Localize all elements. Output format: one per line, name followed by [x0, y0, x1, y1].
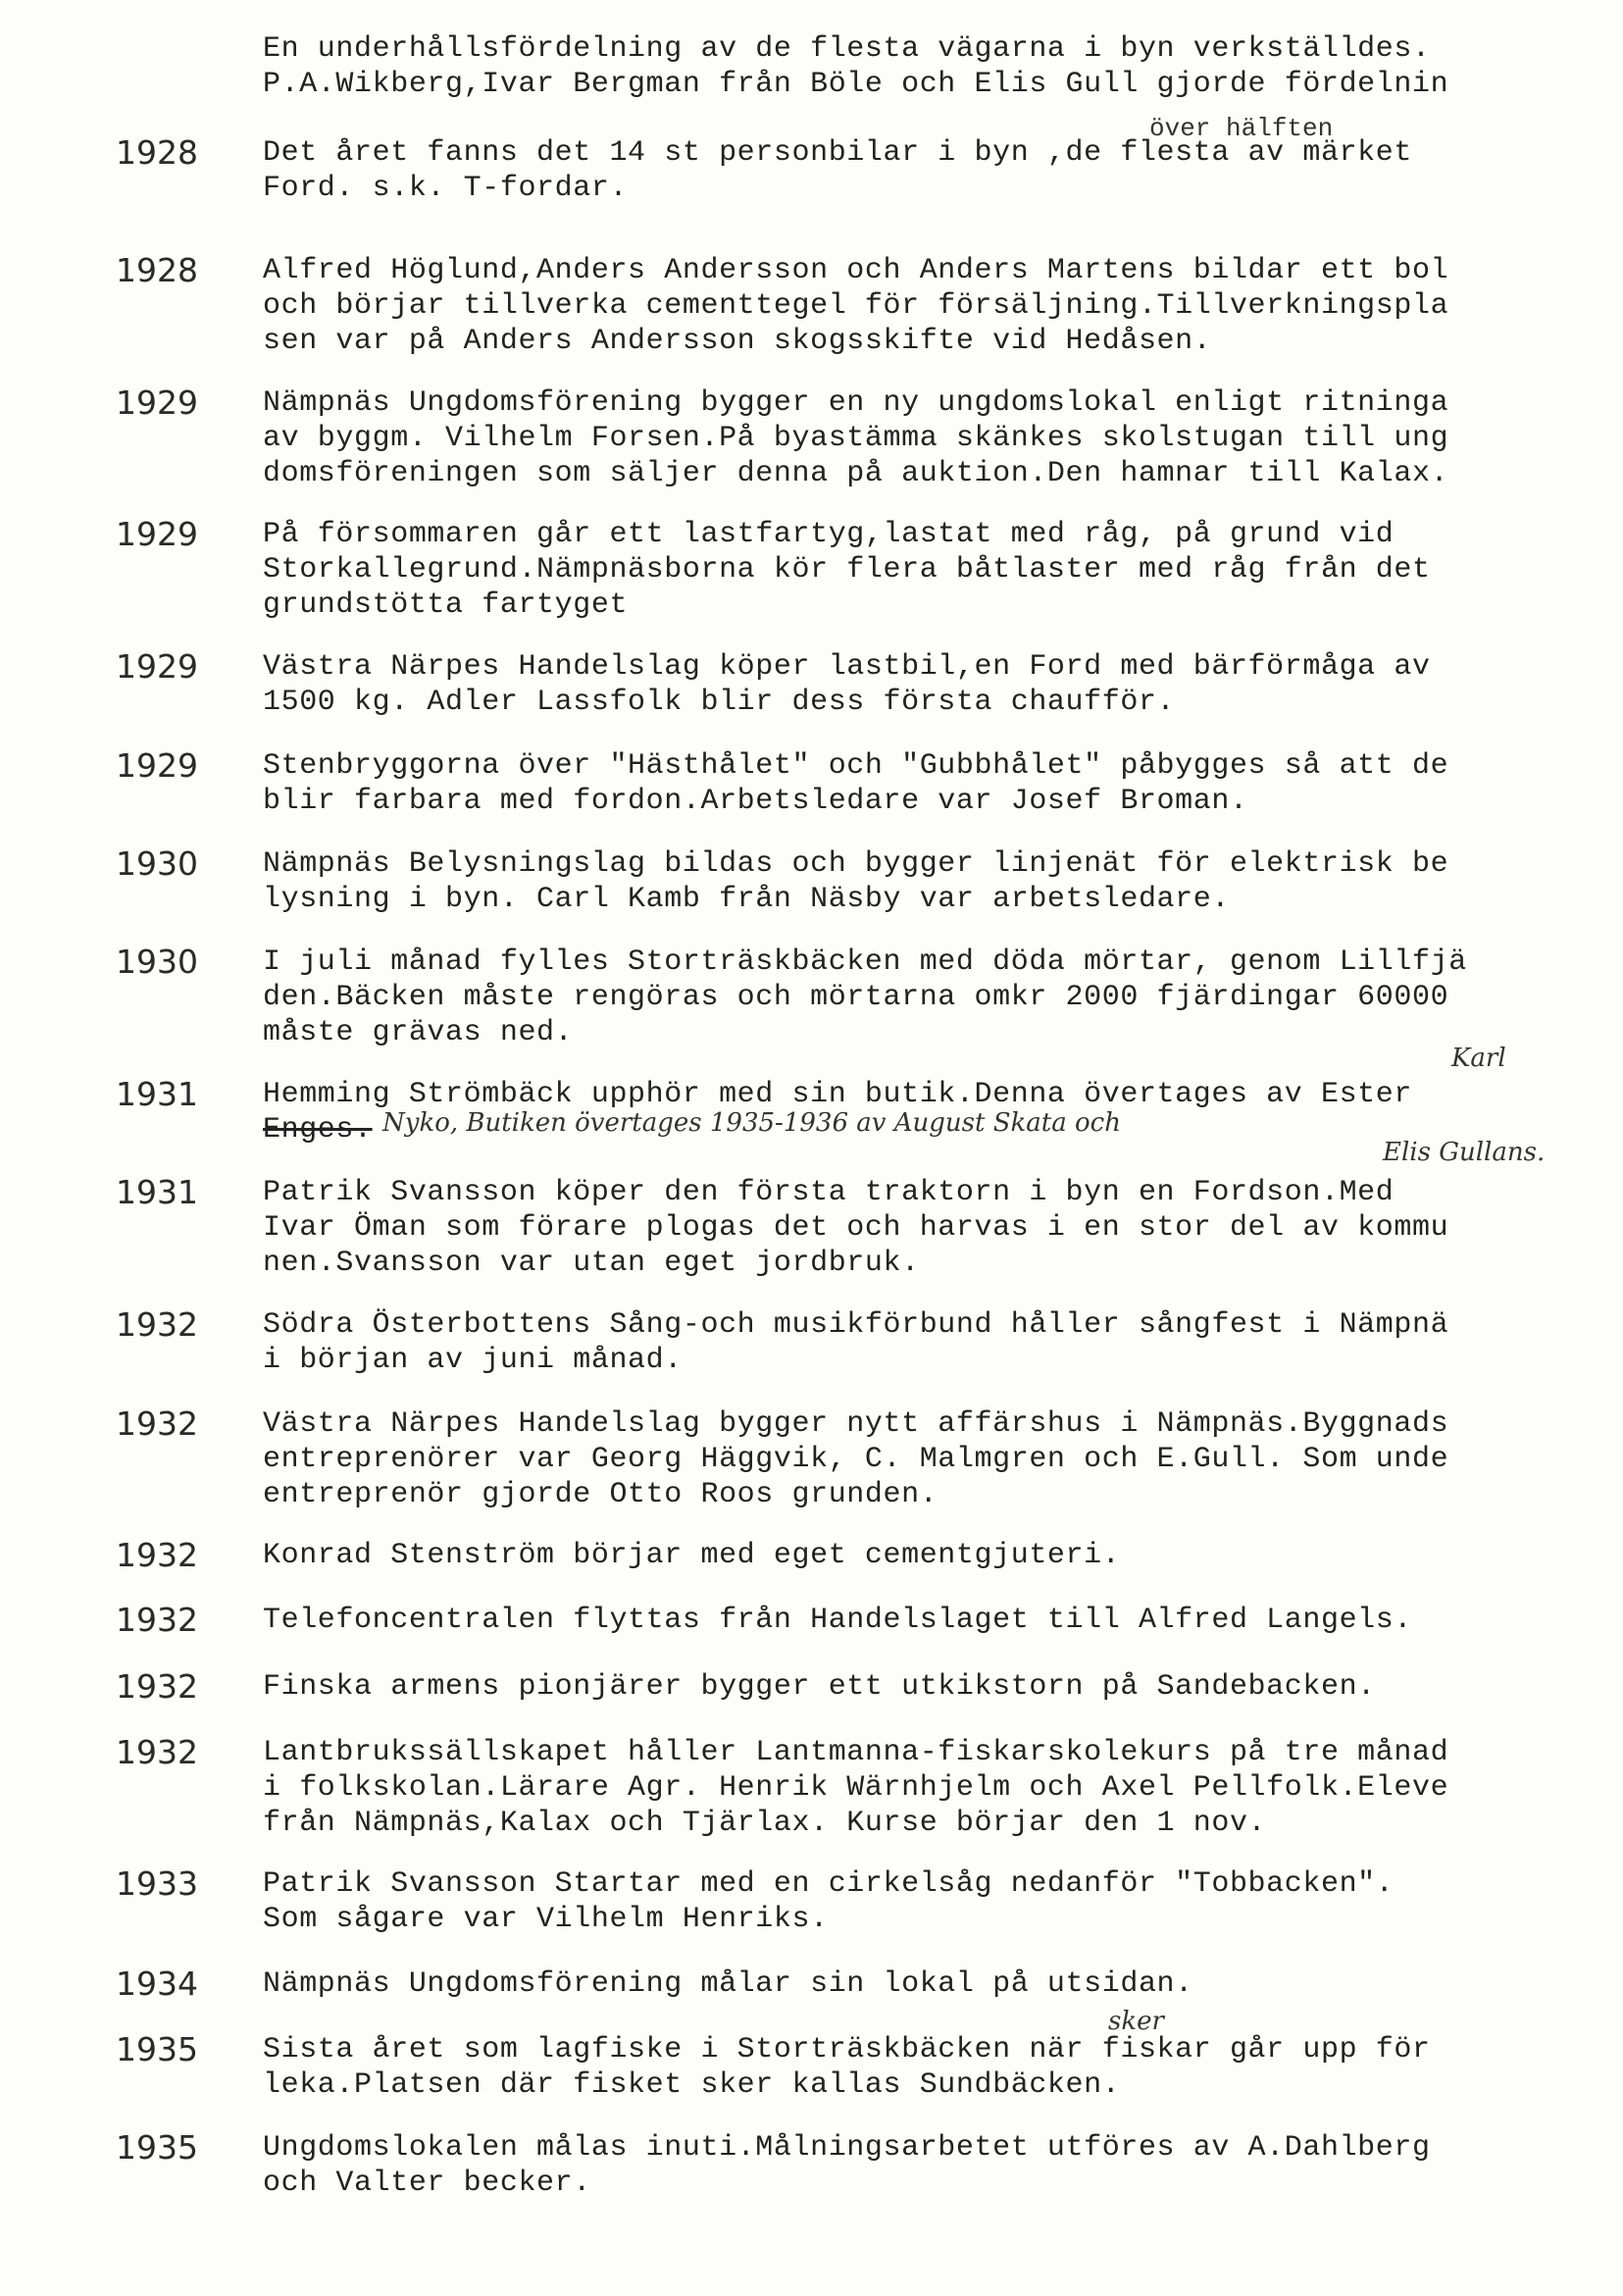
- entry-text: [263, 1735, 1616, 1841]
- entry-line: lysning i byn. Carl Kamb från Näsby var arbetsledare.: [263, 883, 1230, 916]
- entry-line: Som sågare var Vilhelm Henriks.: [263, 1903, 829, 1936]
- entry-line: entreprenörer var Georg Häggvik, C. Malmgren och E.Gull. Som unde: [263, 1443, 1449, 1476]
- entry-line: Storkallegrund.Nämpnäsborna kör flera båtlaster med råg från det: [263, 553, 1431, 587]
- entry-line: och börjar tillverka cementtegel för försäljning.Tillverkningspla: [263, 289, 1449, 323]
- entry-text: [263, 2032, 1616, 2103]
- handwritten-note: Karl: [1451, 1044, 1506, 1073]
- intro-paragraph: [263, 31, 1448, 102]
- entry-text: [263, 944, 1616, 1050]
- entry-line: Nämpnäs Belysningslag bildas och bygger linjenät för elektrisk be: [263, 847, 1449, 881]
- entry-year: 1932: [116, 1305, 198, 1344]
- handwritten-note: sker: [1108, 2007, 1164, 2036]
- entry-line: från Nämpnäs,Kalax och Tjärlax. Kurse börjar den 1 nov.: [263, 1807, 1267, 1840]
- entry-year: 1931: [116, 1075, 198, 1113]
- intro-line: P.A.Wikberg,Ivar Bergman från Böle och Elis Gull gjorde fördelnin: [263, 68, 1449, 101]
- entry-line: blir farbara med fordon.Arbetsledare var Josef Broman.: [263, 785, 1248, 818]
- entry-line: Nämpnäs Ungdomsförening målar sin lokal på utsidan.: [263, 1967, 1193, 2001]
- handwritten-note: Nyko, Butiken övertages 1935-1936 av August Skata och: [382, 1108, 1121, 1138]
- entry-year: 1929: [116, 515, 198, 553]
- entry-line: sen var på Anders Andersson skogsskifte vid Hedåsen.: [263, 325, 1212, 358]
- entry-year: 1929: [116, 647, 198, 686]
- entry-line: Det året fanns det 14 st personbilar i byn ,de flesta av märket: [263, 136, 1412, 170]
- entry-text: [263, 1406, 1616, 1512]
- entry-year: 1932: [116, 1601, 198, 1639]
- intro-line: En underhållsfördelning av de flesta vägarna i byn verkställdes.: [263, 32, 1431, 66]
- entry-year: 1933: [116, 1864, 198, 1903]
- entry-line: 1500 kg. Adler Lassfolk blir dess första chaufför.: [263, 686, 1176, 719]
- entry-text: [263, 1307, 1616, 1378]
- entry-text: [263, 748, 1616, 819]
- entry-text: [263, 253, 1616, 359]
- entry-line: i början av juni månad.: [263, 1344, 683, 1377]
- entry-line: grundstötta fartyget: [263, 588, 629, 622]
- entry-line: Stenbryggorna över "Hästhålet" och "Gubbhålet" påbygges så att de: [263, 749, 1449, 783]
- entry-text: [263, 517, 1616, 623]
- entry-text: [263, 1866, 1616, 1937]
- entry-line: nen.Svansson var utan eget jordbruk.: [263, 1247, 920, 1280]
- entry-year: 1932: [116, 1404, 198, 1443]
- entry-line: I juli månad fylles Storträskbäcken med döda mörtar, genom Lillfjä: [263, 945, 1467, 979]
- entry-line: Västra Närpes Handelslag bygger nytt affärshus i Nämpnäs.Byggnads: [263, 1407, 1449, 1441]
- entry-line: Hemming Strömbäck upphör med sin butik.Denna övertages av Ester: [263, 1078, 1412, 1111]
- entry-text: [263, 846, 1616, 917]
- entry-line: Västra Närpes Handelslag köper lastbil,en Ford med bärförmåga av: [263, 650, 1431, 684]
- entry-year: 1929: [116, 746, 198, 785]
- entry-year: 1930: [116, 943, 198, 981]
- entry-text: [263, 1966, 1616, 2002]
- entry-line: den.Bäcken måste rengöras och mörtarna omkr 2000 fjärdingar 60000: [263, 981, 1449, 1014]
- entry-line: På försommaren går ett lastfartyg,lastat med råg, på grund vid: [263, 518, 1395, 551]
- entry-year: 1932: [116, 1536, 198, 1574]
- entry-line: Lantbrukssällskapet håller Lantmanna-fiskarskolekurs på tre månad: [263, 1736, 1449, 1769]
- entry-line: Ungdomslokalen målas inuti.Målningsarbetet utföres av A.Dahlberg: [263, 2131, 1431, 2165]
- entry-line: Södra Österbottens Sång-och musikförbund håller sångfest i Nämpnä: [263, 1308, 1449, 1342]
- entry-text: [263, 1603, 1616, 1638]
- entry-line: av byggm. Vilhelm Forsen.På byastämma skänkes skolstugan till ung: [263, 422, 1449, 455]
- entry-line: Sista året som lagfiske i Storträskbäcken när fiskar går upp för: [263, 2033, 1431, 2066]
- entry-text: [263, 1175, 1616, 1281]
- entry-year: 1931: [116, 1173, 198, 1211]
- entry-year: 1935: [116, 2030, 198, 2068]
- entry-line: Ford. s.k. T-fordar.: [263, 172, 629, 205]
- entry-text: [263, 649, 1616, 720]
- entry-year: 1929: [116, 383, 198, 422]
- entry-year: 1932: [116, 1733, 198, 1771]
- entry-text: [263, 1538, 1616, 1573]
- struck-out-text: Enges.: [263, 1113, 373, 1147]
- entry-year: 1928: [116, 133, 198, 172]
- entry-text: [263, 135, 1616, 206]
- entry-line: Konrad Stenström börjar med eget cementgjuteri.: [263, 1539, 1121, 1572]
- entry-text: [263, 2130, 1616, 2201]
- entry-line: entreprenör gjorde Otto Roos grunden.: [263, 1478, 938, 1511]
- entry-line: domsföreningen som säljer denna på auktion.Den hamnar till Kalax.: [263, 457, 1449, 490]
- entry-line: Patrik Svansson köper den första traktorn i byn en Fordson.Med: [263, 1176, 1395, 1209]
- entry-year: 1930: [116, 844, 198, 883]
- entry-year: 1928: [116, 251, 198, 289]
- entry-line: och Valter becker.: [263, 2167, 591, 2200]
- typed-insertion-note: över hälften: [1149, 114, 1334, 143]
- entry-year: 1932: [116, 1667, 198, 1706]
- entry-year: 1934: [116, 1964, 198, 2003]
- entry-line: leka.Platsen där fisket sker kallas Sundbäcken.: [263, 2068, 1121, 2102]
- entry-year: 1935: [116, 2128, 198, 2167]
- entry-line: Ivar Öman som förare plogas det och harvas i en stor del av kommu: [263, 1211, 1449, 1245]
- entry-line: Patrik Svansson Startar med en cirkelsåg nedanför "Tobbacken".: [263, 1867, 1395, 1901]
- entry-line: Finska armens pionjärer bygger ett utkikstorn på Sandebacken.: [263, 1670, 1376, 1704]
- handwritten-note: Elis Gullans.: [1383, 1138, 1546, 1167]
- entry-line: Telefoncentralen flyttas från Handelslaget till Alfred Langels.: [263, 1604, 1412, 1637]
- entry-text: [263, 1669, 1616, 1705]
- entry-line: Alfred Höglund,Anders Andersson och Anders Martens bildar ett bol: [263, 254, 1449, 287]
- entry-text: [263, 385, 1616, 491]
- entry-line: i folkskolan.Lärare Agr. Henrik Wärnhjelm och Axel Pellfolk.Eleve: [263, 1771, 1449, 1805]
- entry-line: Nämpnäs Ungdomsförening bygger en ny ungdomslokal enligt ritninga: [263, 386, 1449, 420]
- entry-line: måste grävas ned.: [263, 1016, 574, 1049]
